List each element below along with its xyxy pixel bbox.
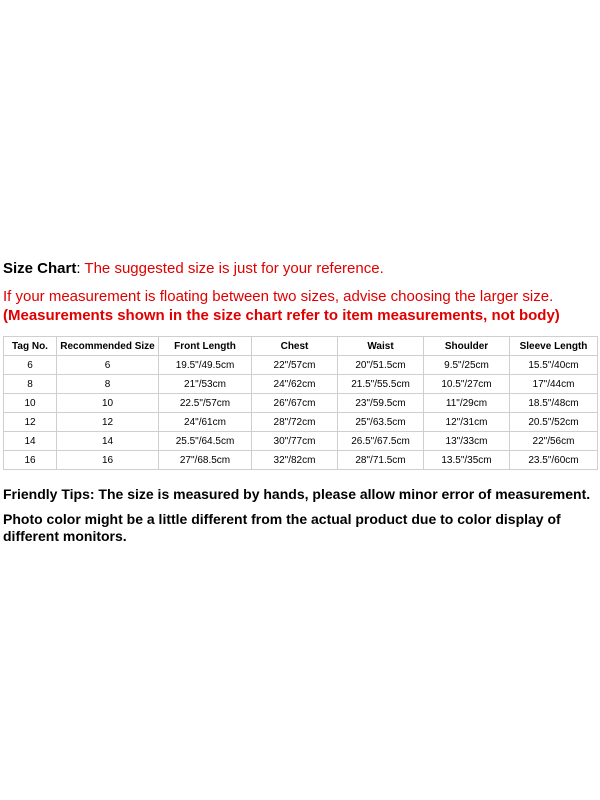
header-tag-no: Tag No.	[4, 337, 57, 356]
table-row	[4, 356, 598, 375]
table-row	[4, 432, 598, 451]
table-cell: 12	[4, 413, 57, 432]
table-row	[4, 394, 598, 413]
table-cell: 21.5"/55.5cm	[338, 375, 424, 394]
table-cell: 12"/31cm	[424, 413, 510, 432]
table-cell: 18.5"/48cm	[510, 394, 598, 413]
table-cell: 28"/72cm	[252, 413, 338, 432]
size-chart-section	[3, 259, 597, 545]
table-cell: 17"/44cm	[510, 375, 598, 394]
table-cell: 11"/29cm	[424, 394, 510, 413]
table-row	[4, 413, 598, 432]
table-cell: 13.5"/35cm	[424, 451, 510, 470]
table-cell: 22"/56cm	[510, 432, 598, 451]
table-cell: 28"/71.5cm	[338, 451, 424, 470]
header-chest: Chest	[252, 337, 338, 356]
table-cell: 12	[57, 413, 159, 432]
table-cell: 25.5"/64.5cm	[159, 432, 252, 451]
table-cell: 16	[4, 451, 57, 470]
table-cell: 19.5"/49.5cm	[159, 356, 252, 375]
header-sleeve-length: Sleeve Length	[510, 337, 598, 356]
header-front-length: Front Length	[159, 337, 252, 356]
table-cell: 26"/67cm	[252, 394, 338, 413]
table-cell: 23.5"/60cm	[510, 451, 598, 470]
table-cell: 10	[57, 394, 159, 413]
table-cell: 15.5"/40cm	[510, 356, 598, 375]
table-cell: 8	[4, 375, 57, 394]
header-shoulder: Shoulder	[424, 337, 510, 356]
table-cell: 25"/63.5cm	[338, 413, 424, 432]
table-cell: 24"/62cm	[252, 375, 338, 394]
size-advice-text: If your measurement is floating between two sizes, advise choosing the larger size.	[3, 288, 554, 305]
size-table	[3, 336, 598, 470]
table-cell: 6	[57, 356, 159, 375]
table-cell: 23"/59.5cm	[338, 394, 424, 413]
table-cell: 32"/82cm	[252, 451, 338, 470]
table-row	[4, 451, 598, 470]
table-cell: 30"/77cm	[252, 432, 338, 451]
table-cell: 10.5"/27cm	[424, 375, 510, 394]
table-cell: 16	[57, 451, 159, 470]
table-cell: 6	[4, 356, 57, 375]
table-cell: 14	[57, 432, 159, 451]
header-waist: Waist	[338, 337, 424, 356]
size-chart-reference-text: The suggested size is just for your reference.	[80, 260, 384, 277]
table-cell: 20"/51.5cm	[338, 356, 424, 375]
table-cell: 24"/61cm	[159, 413, 252, 432]
table-cell: 9.5"/25cm	[424, 356, 510, 375]
size-chart-title-colon: :	[76, 260, 81, 277]
size-chart-heading	[3, 259, 597, 279]
table-row	[4, 375, 598, 394]
table-header-row	[4, 337, 598, 356]
size-chart-title: Size Chart	[3, 260, 77, 277]
table-cell: 21"/53cm	[159, 375, 252, 394]
table-cell: 10	[4, 394, 57, 413]
friendly-tips: Friendly Tips: The size is measured by hands, please allow minor error of measurement.	[3, 486, 591, 502]
table-cell: 22"/57cm	[252, 356, 338, 375]
table-cell: 13"/33cm	[424, 432, 510, 451]
header-recommended-size: Recommended Size	[57, 337, 159, 356]
table-cell: 8	[57, 375, 159, 394]
table-cell: 26.5"/67.5cm	[338, 432, 424, 451]
table-cell: 20.5"/52cm	[510, 413, 598, 432]
table-cell: 22.5"/57cm	[159, 394, 252, 413]
photo-color-note: Photo color might be a little different from the actual product due to color display of different monitors.	[3, 511, 561, 544]
table-cell: 27"/68.5cm	[159, 451, 252, 470]
table-cell: 14	[4, 432, 57, 451]
measurement-note: (Measurements shown in the size chart refer to item measurements, not body)	[3, 307, 560, 324]
